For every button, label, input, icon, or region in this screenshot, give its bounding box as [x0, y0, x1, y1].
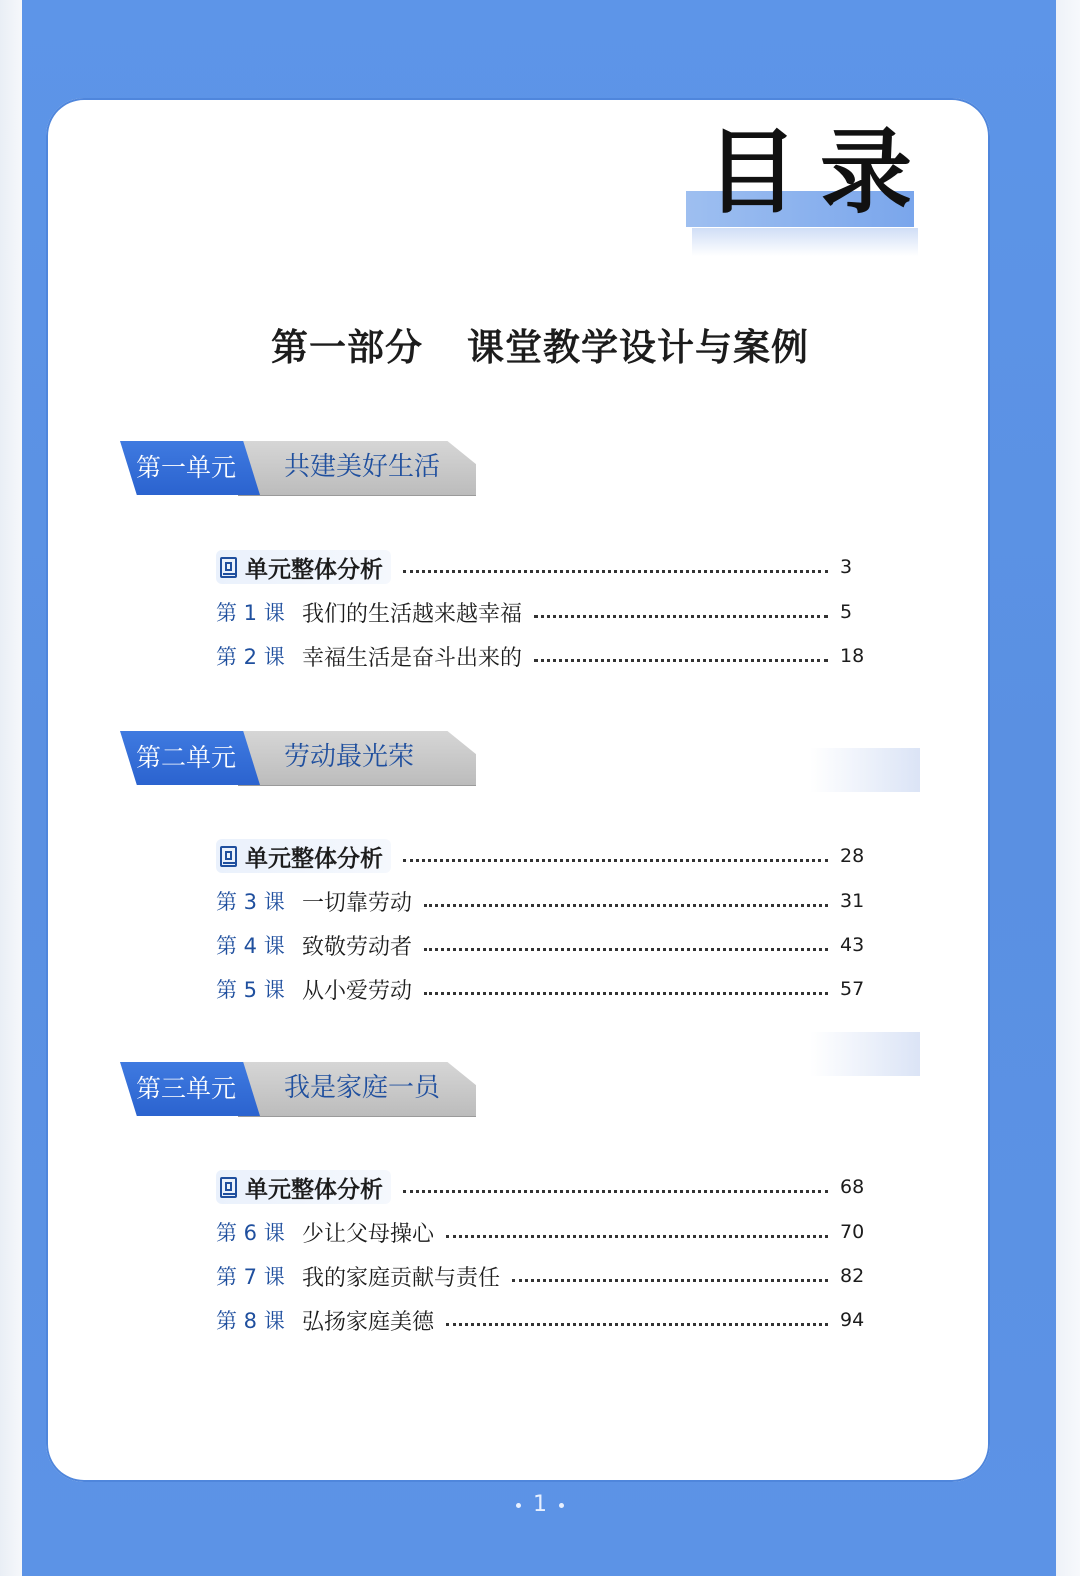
lesson-title: 致敬劳动者	[302, 934, 413, 960]
page-number: 57	[840, 978, 865, 1000]
book-icon	[220, 557, 237, 578]
title-shadow	[692, 228, 918, 256]
page-title: 目录	[706, 119, 935, 226]
analysis-chip	[216, 1170, 391, 1204]
toc-row-lesson[interactable]	[216, 1303, 864, 1337]
unit-label: 第一单元	[136, 453, 237, 482]
analysis-label: 单元整体分析	[245, 1176, 383, 1203]
dot-leader	[512, 1279, 828, 1282]
lesson-title: 我的家庭贡献与责任	[302, 1265, 501, 1291]
part-title	[0, 322, 1080, 374]
page-edge-left	[0, 0, 22, 1576]
toc-row-analysis[interactable]	[216, 1170, 864, 1204]
dot-leader	[534, 615, 828, 618]
toc-row-lesson[interactable]	[216, 1215, 864, 1249]
unit-header-2[interactable]	[120, 731, 476, 787]
lesson-title: 从小爱劳动	[302, 978, 413, 1004]
analysis-label: 单元整体分析	[245, 845, 383, 872]
dot-leader	[403, 570, 828, 573]
page-footer	[0, 1490, 1080, 1520]
analysis-chip	[216, 839, 391, 873]
lesson-title: 幸福生活是奋斗出来的	[302, 645, 523, 671]
lesson-number: 第 5 课	[216, 978, 285, 1002]
lesson-title: 一切靠劳动	[302, 890, 413, 916]
page-number: 43	[840, 934, 865, 956]
unit-label: 第二单元	[136, 743, 237, 772]
unit-header-3[interactable]	[120, 1062, 476, 1118]
lesson-title: 我们的生活越来越幸福	[302, 601, 523, 627]
dot-leader	[424, 948, 828, 951]
dot-leader	[403, 859, 828, 862]
lesson-title: 少让父母操心	[302, 1221, 435, 1247]
dot-leader	[424, 992, 828, 995]
page-number: 94	[840, 1309, 865, 1331]
lesson-number: 第 1 课	[216, 601, 285, 625]
book-icon	[220, 846, 237, 867]
dot-leader	[446, 1235, 828, 1238]
dot-leader	[403, 1190, 828, 1193]
toc-row-lesson[interactable]	[216, 972, 864, 1006]
part-name: 课堂教学设计与案例	[467, 326, 809, 369]
book-icon	[220, 1177, 237, 1198]
page-number: 82	[840, 1265, 865, 1287]
footer-dot-left	[516, 1503, 521, 1508]
toc-row-lesson[interactable]	[216, 884, 864, 918]
unit-name: 我是家庭一员	[284, 1073, 441, 1103]
decor-glow	[810, 748, 920, 792]
page-edge-right	[1056, 0, 1080, 1576]
toc-row-analysis[interactable]	[216, 550, 864, 584]
lesson-number: 第 2 课	[216, 645, 285, 669]
unit-header-1[interactable]	[120, 441, 476, 497]
unit-name: 劳动最光荣	[284, 742, 415, 772]
toc-row-lesson[interactable]	[216, 595, 864, 629]
dot-leader	[446, 1323, 828, 1326]
footer-dot-right	[559, 1503, 564, 1508]
footer-page-number: 1	[533, 1492, 547, 1517]
page-number: 68	[840, 1176, 865, 1198]
unit-name: 共建美好生活	[284, 452, 441, 482]
lesson-number: 第 8 课	[216, 1309, 285, 1333]
page-number: 5	[840, 601, 853, 623]
page-number: 28	[840, 845, 865, 867]
decor-glow	[810, 1032, 920, 1076]
toc-row-lesson[interactable]	[216, 928, 864, 962]
toc-row-lesson[interactable]	[216, 639, 864, 673]
part-label: 第一部分	[271, 326, 423, 369]
page-number: 3	[840, 556, 853, 578]
lesson-number: 第 7 课	[216, 1265, 285, 1289]
page-number: 70	[840, 1221, 865, 1243]
lesson-number: 第 4 课	[216, 934, 285, 958]
analysis-chip	[216, 550, 391, 584]
dot-leader	[424, 904, 828, 907]
dot-leader	[534, 659, 828, 662]
lesson-number: 第 3 课	[216, 890, 285, 914]
lesson-title: 弘扬家庭美德	[302, 1309, 435, 1335]
toc-row-analysis[interactable]	[216, 839, 864, 873]
lesson-number: 第 6 课	[216, 1221, 285, 1245]
page-number: 31	[840, 890, 865, 912]
page-number: 18	[840, 645, 865, 667]
analysis-label: 单元整体分析	[245, 556, 383, 583]
toc-row-lesson[interactable]	[216, 1259, 864, 1293]
unit-label: 第三单元	[136, 1074, 237, 1103]
